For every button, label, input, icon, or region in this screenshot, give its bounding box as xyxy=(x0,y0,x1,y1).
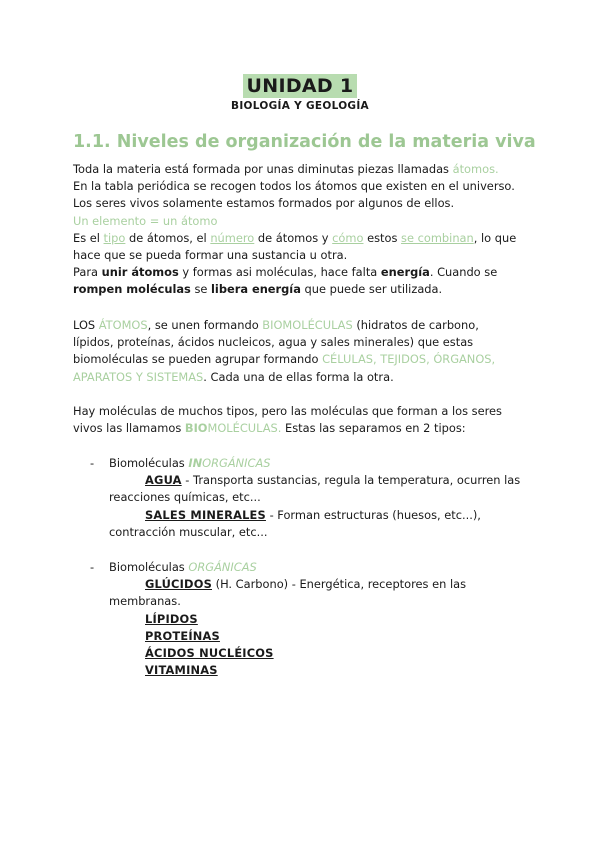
title-container xyxy=(0,74,600,98)
term-vitaminas: VITAMINAS xyxy=(145,663,218,678)
intro-paragraph xyxy=(73,161,533,299)
term-acidos: ÁCIDOS NUCLÉICOS xyxy=(145,646,274,661)
text: Para xyxy=(73,265,102,280)
sub-item-vitaminas xyxy=(90,662,530,679)
term-glucidos: GLÚCIDOS xyxy=(145,577,212,592)
term-proteinas: PROTEÍNAS xyxy=(145,628,220,643)
text: Estas las separamos en 2 tipos: xyxy=(281,421,466,436)
bold-libera: libera energía xyxy=(211,282,301,297)
highlight-atomos: átomos. xyxy=(452,162,499,176)
text-line: Hay moléculas de muchos tipos, pero las moléculas que forman a los seres xyxy=(73,404,502,418)
highlight-atomos-caps: ÁTOMOS xyxy=(98,318,148,332)
highlight-biomoleculas: BIOMOLÉCULAS xyxy=(262,318,353,332)
list-item xyxy=(90,559,530,576)
subject-subtitle: BIOLOGÍA Y GEOLOGÍA xyxy=(231,100,369,112)
highlight-como: cómo xyxy=(332,230,364,245)
text-line xyxy=(73,230,533,247)
highlight-elemento: Un elemento = un átomo xyxy=(73,213,218,228)
text-line xyxy=(73,351,533,368)
bold-unir-atomos: unir átomos xyxy=(101,265,179,280)
list-item xyxy=(90,455,530,472)
text: estos xyxy=(363,230,402,245)
organic-list xyxy=(90,559,530,679)
text-line xyxy=(73,281,533,298)
text: Es el xyxy=(73,230,104,245)
highlight-combinan: se combinan xyxy=(401,230,474,245)
highlight-in: IN xyxy=(188,456,203,470)
molecules-paragraph xyxy=(73,403,533,437)
text: , lo que xyxy=(473,230,517,245)
text-line xyxy=(73,317,533,334)
highlight-organicas: ORGÁNICAS xyxy=(188,560,257,574)
text-line: membranas. xyxy=(109,594,181,609)
text-line xyxy=(73,369,533,386)
term-lipidos: LÍPIDOS xyxy=(145,611,198,626)
atoms-paragraph xyxy=(73,317,533,386)
sub-item-agua xyxy=(90,472,530,489)
text: - Transporta sustancias, regula la temperatura, ocurren las xyxy=(181,473,521,488)
inorganic-list xyxy=(90,455,530,541)
sub-item-lipidos xyxy=(90,611,530,628)
text: Toda la materia está formada por unas diminutas piezas llamadas xyxy=(73,162,453,176)
text: (H. Carbono) - Energética, receptores en las xyxy=(212,577,467,592)
highlight-celulas: CÉLULAS, TEJIDOS, ÓRGANOS, xyxy=(322,352,496,367)
sub-item-glucidos xyxy=(90,576,530,593)
highlight-bio: BIO xyxy=(184,421,208,436)
text: . Cada una de ellas forma la otra. xyxy=(203,369,394,384)
sub-item-sales xyxy=(90,507,530,524)
text: biomoléculas se pueden agrupar formando xyxy=(73,352,323,367)
bold-rompen: rompen moléculas xyxy=(73,282,191,297)
text: LOS xyxy=(73,318,99,332)
text-line xyxy=(73,264,533,281)
highlight-moleculas: MOLÉCULAS. xyxy=(207,421,282,436)
bullet-dash: - xyxy=(90,456,95,470)
text-line: lípidos, proteínas, ácidos nucleicos, agua y sales minerales) que estas xyxy=(73,335,474,350)
bold-energia: energía xyxy=(380,265,430,280)
text: de átomos y xyxy=(254,230,333,245)
highlight-inorganicas: ORGÁNICAS xyxy=(202,456,271,470)
text-line xyxy=(73,161,533,178)
text-line: hace que se pueda formar una sustancia u otra. xyxy=(73,248,348,263)
text-line: Los seres vivos solamente estamos formados por algunos de ellos. xyxy=(73,196,455,211)
sub-item-acidos xyxy=(90,645,530,662)
highlight-aparatos: APARATOS Y SISTEMAS xyxy=(73,369,204,384)
text: de átomos, el xyxy=(125,230,211,245)
text: Biomoléculas xyxy=(109,560,189,574)
text: (hidratos de carbono, xyxy=(352,318,479,332)
sub-item-proteinas xyxy=(90,628,530,645)
text: , se unen formando xyxy=(147,318,263,332)
highlight-tipo: tipo xyxy=(103,230,126,245)
bullet-dash: - xyxy=(90,560,95,574)
text: que puede ser utilizada. xyxy=(300,282,443,297)
term-agua: AGUA xyxy=(145,473,182,488)
text: y formas asi moléculas, hace falta xyxy=(178,265,381,280)
text-line: reacciones químicas, etc... xyxy=(109,490,261,505)
text: se xyxy=(190,282,212,297)
text: vivos las llamamos xyxy=(73,421,185,436)
highlight-numero: número xyxy=(210,230,255,245)
unit-title: UNIDAD 1 xyxy=(243,74,358,98)
text-line: contracción muscular, etc... xyxy=(109,524,268,539)
text-line: En la tabla periódica se recogen todos los átomos que existen en el universo. xyxy=(73,179,515,194)
term-sales: SALES MINERALES xyxy=(145,507,266,522)
text: Biomoléculas xyxy=(109,456,189,470)
section-heading: 1.1. Niveles de organización de la materia viva xyxy=(73,132,536,152)
text: - Forman estructuras (huesos, etc...), xyxy=(265,507,481,522)
text: . Cuando se xyxy=(429,265,498,280)
text-line xyxy=(73,420,533,437)
